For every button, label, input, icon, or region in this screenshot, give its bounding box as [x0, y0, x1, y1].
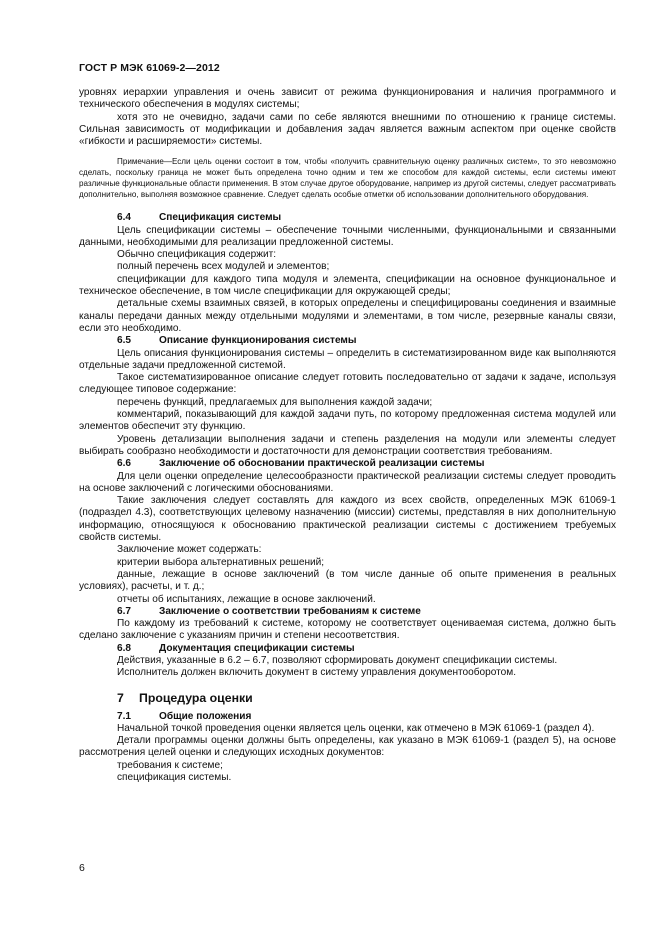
list-item: перечень функций, предлагаемых для выполнения каждой задачи; [117, 396, 433, 408]
section-heading-6-8 [79, 643, 616, 655]
section-title: Общие положения [159, 710, 252, 722]
chapter-heading-7 [79, 691, 616, 705]
section-title: Заключение о соответствии требованиям к системе [159, 605, 421, 617]
paragraph: Заключение может содержать: [117, 544, 262, 556]
section-heading-6-4 [79, 212, 616, 224]
section-heading-6-7 [79, 606, 616, 618]
section-title: Спецификация системы [159, 212, 282, 224]
chapter-number: 7 [117, 690, 124, 705]
section-number: 7.1 [117, 710, 132, 722]
paragraph: Детали программы оценки должны быть определены, как указано в МЭК 61069-1 (раздел 5), на основе рассмотрения целей оценки и следующих исходных документов: [79, 735, 616, 759]
paragraph: Цель описания функционирования системы – определить в систематизированном виде как выполняются отдельные задачи предложенной системой. [79, 347, 616, 371]
list-item: детальные схемы взаимных связей, в которых определены и специфицированы соединения и взаимные каналы передачи данных между отдельными модулями и элементами, в том числе, резервные каналы связи, если это необходимо. [79, 298, 616, 334]
paragraph: По каждому из требований к системе, которому не соответствует оцениваемая система, должно быть сделано заключение с указаниям причин и степени несоответствия. [79, 618, 616, 642]
list-item: спецификация системы. [117, 772, 232, 784]
section-title: Заключение об обосновании практической реализации системы [159, 458, 485, 470]
paragraph: хотя это не очевидно, задачи сами по себе являются внешними по отношению к границе системы. Сильная зависимость от модификации и добавления задач является важным аспектом при оценке свойств «гибкости и расширяемости» системы. [79, 111, 616, 148]
list-item: спецификации для каждого типа модуля и элемента, спецификации на основное функциональное и техническое обеспечение, в том числе спецификации для окружающей среды; [79, 273, 616, 298]
paragraph: Действия, указанные в 6.2 – 6.7, позволяют сформировать документ спецификации системы. [117, 654, 558, 666]
section-heading-7-1 [79, 711, 616, 723]
paragraph: Цель спецификации системы – обеспечение точными численными, функциональными и связанными данными, необходимыми для реализации предложенной системы. [79, 224, 616, 248]
list-item: требования к системе; [117, 759, 223, 771]
list-item: комментарий, показывающий для каждой задачи путь, по которому предложенная система модулей или элементов обеспечит эту функцию. [79, 409, 616, 433]
section-number: 6.7 [117, 605, 132, 617]
paragraph: Исполнитель должен включить документ в систему управления документооборотом. [117, 667, 517, 679]
list-item: критерии выбора альтернативных решений; [117, 556, 325, 568]
section-number: 6.4 [117, 212, 132, 224]
section-heading-6-5 [79, 335, 616, 347]
paragraph: Обычно спецификация содержит: [117, 249, 277, 261]
list-item: данные, лежащие в основе заключений (в том числе данные об опыте применения в реальных условиях), расчеты, и т. д.; [79, 568, 616, 593]
section-number: 6.6 [117, 458, 132, 470]
chapter-title: Процедура оценки [139, 690, 253, 705]
list-item: отчеты об испытаниях, лежащие в основе заключений. [117, 593, 376, 605]
document-body [79, 87, 616, 784]
section-title: Документация спецификации системы [159, 642, 355, 654]
paragraph: уровнях иерархии управления и очень зависит от режима функционирования и наличия программного и технического обеспечения в модулях системы; [79, 87, 616, 111]
paragraph: Такое систематизированное описание следует готовить последовательно от задачи к задаче, используя следующее типовое содержание: [79, 372, 616, 396]
document-header: ГОСТ Р МЭК 61069-2—2012 [79, 62, 220, 74]
page-number: 6 [79, 862, 85, 874]
section-heading-6-6 [79, 458, 616, 470]
paragraph: Уровень детализации выполнения задачи и степень разделения на модули или элементы следует выбирать сообразно необходимости и достаточности для демонстрации соответствия требованиям. [79, 433, 616, 457]
paragraph: Начальной точкой проведения оценки является цель оценки, как отмечено в МЭК 61069-1 (раздел 4). [117, 722, 595, 734]
section-number: 6.8 [117, 642, 132, 654]
section-number: 6.5 [117, 335, 132, 347]
paragraph: Такие заключения следует составлять для каждого из всех свойств, определенных МЭК 61069-1 (подраздел 4.3), соответствующих целевому назначению (миссии) системы, представляя в них дополнительную информацию, относящуюся к обоснованию практической реализации системы с достижением требуемых свойств системы. [79, 495, 616, 544]
section-title: Описание функционирования системы [159, 335, 357, 347]
list-item: полный перечень всех модулей и элементов; [117, 261, 330, 273]
note-paragraph: Примечание—Если цель оценки состоит в том, чтобы «получить сравнительную оценку различных систем», то это невозможно сделать, поскольку граница не может быть определена точно одним и тем же способом для каждой системы, если системы имеют различные функциональные области применения. В этом случае другое оборудование, например из другой системы, следует рассматривать дополнительно, выполняя возможное сравнение. Следует сделать особые отметки об использовании дополнительного оборудования. [79, 157, 616, 199]
paragraph: Для цели оценки определение целесообразности практической реализации системы следует проводить на основе заключений с логическими обоснованиями. [79, 470, 616, 494]
